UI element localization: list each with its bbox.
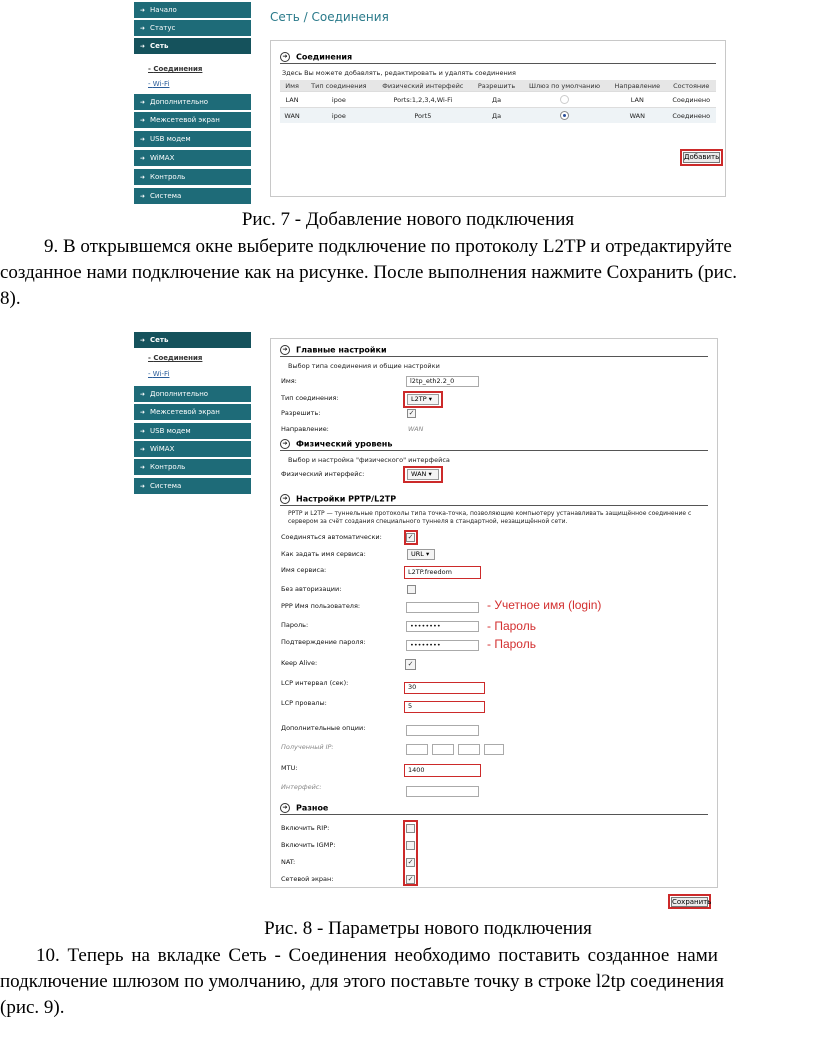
auto-connect-label: Соединяться автоматически:: [281, 533, 382, 541]
password-label: Пароль:: [281, 621, 309, 629]
auto-connect-checkbox[interactable]: ✓: [407, 534, 414, 541]
cell-type: ipoe: [304, 92, 373, 108]
section-divider: [280, 450, 708, 451]
menu-label: Статус: [150, 24, 176, 32]
submenu-wifi[interactable]: - Wi-Fi: [148, 370, 170, 378]
lcp-fails-label: LCP провалы:: [281, 699, 327, 707]
section-description: Здесь Вы можете добавлять, редактировать и удалять соединения: [282, 69, 516, 77]
paragraph-10-line-3: (рис. 9).: [0, 997, 65, 1018]
direction-label: Направление:: [281, 425, 329, 433]
lcp-interval-field[interactable]: 30: [404, 682, 485, 694]
firewall-checkbox[interactable]: ✓: [407, 876, 414, 883]
cell-name: LAN: [280, 92, 304, 108]
settings-panel: [270, 338, 718, 888]
table-header-row: [280, 80, 716, 92]
submenu-connections[interactable]: - Соединения: [148, 354, 203, 362]
service-name-method-label: Как задать имя сервиса:: [281, 550, 366, 558]
connection-type-label: Тип соединения:: [281, 394, 339, 402]
submenu-label: Соединения: [153, 65, 203, 73]
arrow-circle-icon: ➔: [280, 494, 290, 504]
no-auth-label: Без авторизации:: [281, 585, 342, 593]
annotation-password-confirm: - Пароль: [487, 637, 536, 651]
menu-item-start[interactable]: ➜ Начало: [134, 2, 251, 19]
menu-item-usb-modem[interactable]: ➜ USB модем: [134, 423, 251, 440]
enable-rip-checkbox[interactable]: [406, 824, 415, 833]
physical-interface-label: Физический интерфейс:: [281, 470, 365, 478]
menu-item-network[interactable]: ➜ Сеть: [134, 332, 251, 349]
cell-name: WAN: [280, 108, 304, 124]
menu-item-advanced[interactable]: ➜ Дополнительно: [134, 386, 251, 403]
cell-state: Соединено: [667, 108, 716, 124]
menu-label: Межсетевой экран: [150, 408, 220, 416]
menu-item-status[interactable]: ➜ Статус: [134, 20, 251, 37]
submenu-label: Соединения: [153, 354, 203, 362]
submenu-label: Wi-Fi: [152, 80, 170, 88]
paragraph-10-line-1: 10. Теперь на вкладке Сеть - Соединения необходимо поставить созданное нами: [36, 945, 718, 966]
section-title-text: Настройки PPTP/L2TP: [296, 494, 397, 504]
password-confirm-field[interactable]: ••••••••: [406, 640, 479, 651]
name-label: Имя:: [281, 377, 297, 385]
enable-igmp-checkbox[interactable]: [406, 841, 415, 850]
password-field[interactable]: ••••••••: [406, 621, 479, 632]
menu-label: Система: [150, 482, 182, 490]
menu-label: WiMAX: [150, 154, 175, 162]
section-title-misc: [280, 803, 328, 813]
annotation-login: - Учетное имя (login): [487, 598, 602, 612]
menu-label: Сеть: [150, 336, 169, 344]
paragraph-10-line-2: подключение шлюзом по умолчанию, для этого поставьте точку в строке l2tp соединения: [0, 971, 725, 992]
interface-label: Интерфейс:: [281, 783, 322, 791]
col-header: Физический интерфейс: [374, 80, 472, 92]
menu-label: USB модем: [150, 427, 191, 435]
cell-iface: Port5: [374, 108, 472, 124]
direction-value: WAN: [408, 425, 424, 433]
menu-item-advanced[interactable]: ➜ Дополнительно: [134, 94, 251, 111]
name-field[interactable]: l2tp_eth2.2_0: [406, 376, 479, 387]
select-value: WAN: [411, 470, 427, 478]
figure-7-caption: Рис. 7 - Добавление нового подключения: [241, 209, 575, 230]
table-row[interactable]: [280, 92, 716, 108]
mtu-field[interactable]: 1400: [404, 764, 481, 777]
cell-state: Соединено: [667, 92, 716, 108]
extra-options-field[interactable]: [406, 725, 479, 736]
menu-item-usb-modem[interactable]: ➜ USB модем: [134, 131, 251, 148]
menu-label: Контроль: [150, 463, 186, 471]
section-title-text: Разное: [296, 803, 329, 813]
service-name-field[interactable]: L2TP.freedom: [404, 566, 481, 579]
cell-type: ipoe: [304, 108, 373, 124]
menu-item-control[interactable]: ➜ Контроль: [134, 459, 251, 476]
no-auth-checkbox[interactable]: [407, 585, 416, 594]
gateway-radio[interactable]: [560, 111, 569, 120]
menu-label: Межсетевой экран: [150, 116, 220, 124]
col-header: Направление: [608, 80, 666, 92]
enable-igmp-label: Включить IGMP:: [281, 841, 336, 849]
arrow-circle-icon: ➔: [280, 52, 290, 62]
nat-label: NAT:: [281, 858, 296, 866]
figure-8-caption: Рис. 8 - Параметры нового подключения: [264, 918, 592, 939]
keep-alive-label: Keep Alive:: [281, 659, 318, 667]
cell-gateway: [521, 92, 608, 108]
ip-octet-field: [432, 744, 454, 755]
menu-item-wimax[interactable]: ➜ WiMAX: [134, 441, 251, 458]
select-value: URL: [411, 550, 424, 558]
nat-checkbox[interactable]: ✓: [407, 859, 414, 866]
menu-label: Контроль: [150, 173, 186, 181]
interface-field: [406, 786, 479, 797]
ip-octet-field: [406, 744, 428, 755]
enable-rip-label: Включить RIP:: [281, 824, 330, 832]
section-divider: [280, 505, 708, 506]
breadcrumb: Сеть / Соединения: [270, 10, 389, 24]
arrow-circle-icon: ➔: [280, 803, 290, 813]
menu-item-system[interactable]: ➜ Система: [134, 188, 251, 205]
col-header: Тип соединения: [304, 80, 373, 92]
service-name-method-select[interactable]: URL ▾: [407, 549, 435, 560]
paragraph-9-line-3: 8).: [0, 288, 21, 309]
section-title-physical: [280, 439, 392, 449]
menu-label: USB модем: [150, 135, 191, 143]
gateway-radio[interactable]: [560, 95, 569, 104]
paragraph-9-line-1: 9. В открывшемся окне выберите подключение по протоколу L2TP и отредактируйте: [44, 236, 732, 257]
cell-enabled: Да: [472, 92, 521, 108]
password-confirm-label: Подтверждение пароля:: [281, 638, 366, 646]
keep-alive-checkbox[interactable]: ✓: [405, 659, 416, 670]
col-header: Состояние: [667, 80, 716, 92]
menu-label: Дополнительно: [150, 390, 209, 398]
ppp-username-field[interactable]: [406, 602, 479, 613]
extra-options-label: Дополнительные опции:: [281, 724, 366, 732]
section-title-connections: [280, 52, 352, 62]
enable-checkbox[interactable]: ✓: [408, 410, 415, 417]
section-description: PPTP и L2TP — туннельные протоколы типа точка-точка, позволяющие компьютеру устанавливать защищённое соединение с: [288, 510, 692, 517]
table-row[interactable]: [280, 108, 716, 124]
save-button[interactable]: Сохранить: [672, 898, 712, 906]
ip-octet-field: [484, 744, 504, 755]
section-divider: [280, 63, 716, 64]
paragraph-9-line-2: созданное нами подключение как на рисунке. После выполнения нажмите Сохранить (рис.: [0, 262, 738, 283]
submenu-wifi[interactable]: - Wi-Fi: [148, 80, 170, 88]
col-header: Разрешить: [472, 80, 521, 92]
section-title-pptp: [280, 494, 396, 504]
cell-enabled: Да: [472, 108, 521, 124]
ppp-username-label: PPP Имя пользователя:: [281, 602, 361, 610]
section-description: Выбор и настройка "физического" интерфейса: [288, 456, 450, 464]
submenu-connections[interactable]: - Соединения: [148, 65, 203, 73]
mtu-label: MTU:: [281, 764, 298, 772]
submenu-label: Wi-Fi: [152, 370, 170, 378]
cell-gateway: [521, 108, 608, 124]
cell-iface: Ports:1,2,3,4,Wi-Fi: [374, 92, 472, 108]
menu-item-system[interactable]: ➜ Система: [134, 478, 251, 495]
section-title-text: Главные настройки: [296, 345, 387, 355]
menu-item-firewall[interactable]: ➜ Межсетевой экран: [134, 404, 251, 421]
menu-label: Система: [150, 192, 182, 200]
lcp-interval-label: LCP интервал (сек):: [281, 679, 349, 687]
section-divider: [280, 356, 708, 357]
connections-table: [280, 80, 716, 123]
select-value: L2TP: [411, 395, 427, 403]
section-description: Выбор типа соединения и общие настройки: [288, 362, 440, 370]
col-header: Шлюз по умолчанию: [521, 80, 608, 92]
menu-item-wimax[interactable]: ➜ WiMAX: [134, 150, 251, 167]
connection-type-select[interactable]: L2TP ▾: [407, 394, 439, 405]
section-description: сервером за счёт создания специального туннеля в стандартной, незащищённой сети.: [288, 518, 568, 525]
add-button[interactable]: Добавить: [684, 153, 720, 161]
menu-item-firewall[interactable]: ➜ Межсетевой экран: [134, 112, 251, 129]
menu-item-control[interactable]: ➜ Контроль: [134, 169, 251, 186]
cell-direction: WAN: [608, 108, 666, 124]
section-title-text: Физический уровень: [296, 439, 393, 449]
menu-label: WiMAX: [150, 445, 175, 453]
service-name-label: Имя сервиса:: [281, 566, 327, 574]
physical-interface-select[interactable]: WAN ▾: [407, 469, 439, 480]
lcp-fails-field[interactable]: 5: [404, 701, 485, 713]
menu-label: Начало: [150, 6, 177, 14]
section-title-main: [280, 345, 387, 355]
section-title-text: Соединения: [296, 52, 353, 62]
col-header: Имя: [280, 80, 304, 92]
received-ip-label: Полученный IP:: [281, 743, 334, 751]
menu-item-network[interactable]: ➜ Сеть: [134, 38, 251, 55]
section-divider: [280, 814, 708, 815]
firewall-label: Сетевой экран:: [281, 875, 334, 883]
ip-octet-field: [458, 744, 480, 755]
menu-label: Дополнительно: [150, 98, 209, 106]
arrow-circle-icon: ➔: [280, 345, 290, 355]
arrow-circle-icon: ➔: [280, 439, 290, 449]
enable-label: Разрешить:: [281, 409, 321, 417]
cell-direction: LAN: [608, 92, 666, 108]
menu-label: Сеть: [150, 42, 169, 50]
annotation-password: - Пароль: [487, 619, 536, 633]
